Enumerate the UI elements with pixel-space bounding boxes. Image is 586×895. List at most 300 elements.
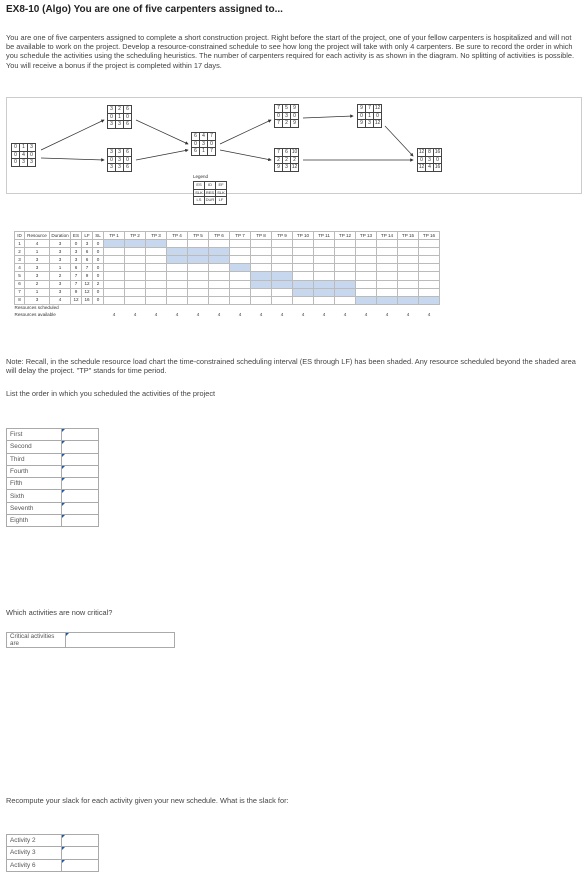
column-header: TP 5 <box>188 232 209 240</box>
node-cell: 12 <box>374 120 381 127</box>
resources-scheduled-cell[interactable] <box>314 304 335 312</box>
resources-scheduled-cell[interactable] <box>419 304 440 312</box>
shaded-period-cell[interactable] <box>146 240 167 248</box>
schedule-cell: 1 <box>15 240 25 248</box>
order-answer-input[interactable] <box>62 465 99 477</box>
node-cell: 2 <box>291 156 299 164</box>
activity-node-5 <box>274 104 299 128</box>
period-cell[interactable] <box>377 280 398 288</box>
column-header: TP 10 <box>293 232 314 240</box>
node-cell: 12 <box>291 164 298 171</box>
activity-node-8 <box>417 148 442 172</box>
schedule-row <box>15 280 440 288</box>
period-cell[interactable] <box>146 264 167 272</box>
node-cell: 0 <box>124 156 132 164</box>
period-cell[interactable] <box>104 288 125 296</box>
resources-available-cell: 4 <box>301 312 305 318</box>
period-cell[interactable] <box>335 272 356 280</box>
resources-available-cell: 4 <box>427 312 431 318</box>
period-cell[interactable] <box>125 272 146 280</box>
shaded-period-cell[interactable] <box>272 272 293 280</box>
column-header: TP 9 <box>272 232 293 240</box>
period-cell[interactable] <box>419 264 440 272</box>
order-label: First <box>7 429 62 441</box>
period-cell[interactable] <box>146 256 167 264</box>
schedule-cell: 12 <box>71 296 82 304</box>
order-answer-input[interactable] <box>62 441 99 453</box>
node-cell: 8 <box>426 149 434 157</box>
input-marker-icon <box>62 847 65 850</box>
period-cell[interactable] <box>419 272 440 280</box>
node-cell: 3 <box>283 164 291 172</box>
node-cell: 4 <box>20 151 28 159</box>
period-cell[interactable] <box>230 272 251 280</box>
schedule-row <box>15 296 440 304</box>
resource-schedule-table <box>14 231 440 319</box>
node-cell: 6 <box>124 149 132 157</box>
period-cell[interactable] <box>167 288 188 296</box>
order-answer-row <box>7 490 99 502</box>
resources-available-cell: 4 <box>133 312 137 318</box>
schedule-cell: 0 <box>93 248 104 256</box>
schedule-cell: 3 <box>71 256 82 264</box>
period-cell[interactable] <box>230 256 251 264</box>
period-cell[interactable] <box>356 248 377 256</box>
resources-scheduled-cell[interactable] <box>272 304 293 312</box>
node-cell: 6 <box>124 121 132 129</box>
schedule-cell: 3 <box>25 256 50 264</box>
activity-node-1 <box>11 143 36 167</box>
period-cell[interactable] <box>272 240 293 248</box>
period-cell[interactable] <box>398 240 419 248</box>
input-marker-icon <box>62 490 65 493</box>
period-cell[interactable] <box>293 296 314 304</box>
schedule-cell: 2 <box>15 248 25 256</box>
node-cell: 16 <box>434 149 441 156</box>
period-cell[interactable] <box>419 280 440 288</box>
resources-scheduled-cell[interactable] <box>356 304 377 312</box>
order-label: Fourth <box>7 465 62 477</box>
node-cell: 2 <box>283 156 291 164</box>
node-cell: 7 <box>275 105 283 113</box>
node-cell: 7 <box>208 133 216 141</box>
resources-scheduled-cell[interactable] <box>125 304 146 312</box>
period-cell[interactable] <box>188 288 209 296</box>
order-answer-row <box>7 478 99 490</box>
node-cell: 12 <box>418 149 425 156</box>
node-cell: 0 <box>275 112 283 120</box>
period-cell[interactable] <box>314 272 335 280</box>
node-cell: 3 <box>116 121 124 129</box>
period-cell[interactable] <box>209 280 230 288</box>
period-cell[interactable] <box>167 272 188 280</box>
period-cell[interactable] <box>293 248 314 256</box>
schedule-cell: 1 <box>25 288 50 296</box>
schedule-cell: 9 <box>71 288 82 296</box>
period-cell[interactable] <box>272 248 293 256</box>
order-answer-input[interactable] <box>62 478 99 490</box>
period-cell[interactable] <box>209 296 230 304</box>
column-header: TP 15 <box>398 232 419 240</box>
legend-title: Legend <box>193 174 209 179</box>
schedule-cell: 0 <box>93 264 104 272</box>
shaded-period-cell[interactable] <box>314 280 335 288</box>
shaded-period-cell[interactable] <box>314 288 335 296</box>
shaded-period-cell[interactable] <box>251 280 272 288</box>
period-cell[interactable] <box>251 296 272 304</box>
node-cell: 6 <box>124 164 132 172</box>
period-cell[interactable] <box>335 240 356 248</box>
node-cell: 3 <box>116 149 124 157</box>
resources-available-cell: 4 <box>217 312 221 318</box>
period-cell[interactable] <box>104 264 125 272</box>
period-cell[interactable] <box>335 264 356 272</box>
legend-cell: SLK <box>195 189 203 195</box>
period-cell[interactable] <box>335 296 356 304</box>
network-diagram <box>6 97 582 203</box>
period-cell[interactable] <box>230 240 251 248</box>
resources-available-cell: 4 <box>343 312 347 318</box>
input-marker-icon <box>62 429 65 432</box>
shaded-period-cell[interactable] <box>335 288 356 296</box>
period-cell[interactable] <box>398 280 419 288</box>
period-cell[interactable] <box>398 256 419 264</box>
input-marker-icon <box>66 633 69 636</box>
schedule-cell: 4 <box>15 264 25 272</box>
legend-cell: DUR <box>205 197 215 203</box>
schedule-header-row <box>15 232 440 240</box>
period-cell[interactable] <box>209 272 230 280</box>
period-cell[interactable] <box>314 256 335 264</box>
period-cell[interactable] <box>293 256 314 264</box>
schedule-cell: 2 <box>93 280 104 288</box>
node-cell: 0 <box>108 156 116 164</box>
resources-scheduled-cell[interactable] <box>209 304 230 312</box>
period-cell[interactable] <box>146 248 167 256</box>
input-marker-icon <box>62 503 65 506</box>
node-cell: 3 <box>108 121 116 129</box>
order-label: Fifth <box>7 478 62 490</box>
schedule-cell: 2 <box>50 272 71 280</box>
schedule-cell: 7 <box>71 280 82 288</box>
node-cell: 3 <box>108 164 116 172</box>
period-cell[interactable] <box>251 240 272 248</box>
node-cell: 3 <box>108 106 116 114</box>
period-cell[interactable] <box>125 248 146 256</box>
period-cell[interactable] <box>104 272 125 280</box>
input-marker-icon <box>62 478 65 481</box>
shaded-period-cell[interactable] <box>335 280 356 288</box>
period-cell[interactable] <box>377 256 398 264</box>
period-cell[interactable] <box>314 240 335 248</box>
period-cell[interactable] <box>125 256 146 264</box>
schedule-cell: 12 <box>82 280 93 288</box>
period-cell[interactable] <box>146 288 167 296</box>
node-cell: 1 <box>200 148 208 156</box>
shaded-period-cell[interactable] <box>293 288 314 296</box>
activity-node-7 <box>357 104 382 128</box>
node-cell: 3 <box>20 159 28 167</box>
period-cell[interactable] <box>230 296 251 304</box>
schedule-cell: 1 <box>50 264 71 272</box>
period-cell[interactable] <box>188 240 209 248</box>
column-header: TP 1 <box>104 232 125 240</box>
period-cell[interactable] <box>356 288 377 296</box>
shaded-period-cell[interactable] <box>272 280 293 288</box>
schedule-cell: 0 <box>93 296 104 304</box>
slack-label: Activity 2 <box>7 835 62 847</box>
period-cell[interactable] <box>230 280 251 288</box>
node-cell: 9 <box>275 164 283 172</box>
column-header: Duration <box>50 232 71 240</box>
schedule-cell: 6 <box>82 248 93 256</box>
input-marker-icon <box>62 835 65 838</box>
activity-node-6 <box>274 148 299 172</box>
order-label: Seventh <box>7 502 62 514</box>
schedule-row <box>15 288 440 296</box>
resources-scheduled-cell[interactable] <box>251 304 272 312</box>
shaded-period-cell[interactable] <box>125 240 146 248</box>
shaded-period-cell[interactable] <box>293 280 314 288</box>
period-cell[interactable] <box>104 256 125 264</box>
period-cell[interactable] <box>230 248 251 256</box>
period-cell[interactable] <box>356 240 377 248</box>
period-cell[interactable] <box>272 256 293 264</box>
shaded-period-cell[interactable] <box>167 248 188 256</box>
period-cell[interactable] <box>104 248 125 256</box>
node-cell: 0 <box>208 140 216 148</box>
order-answer-row <box>7 429 99 441</box>
resources-scheduled-cell[interactable] <box>104 304 125 312</box>
period-cell[interactable] <box>314 264 335 272</box>
schedule-row <box>15 272 440 280</box>
shaded-period-cell[interactable] <box>377 296 398 304</box>
schedule-cell: 3 <box>50 248 71 256</box>
period-cell[interactable] <box>377 288 398 296</box>
period-cell[interactable] <box>188 264 209 272</box>
period-cell[interactable] <box>230 288 251 296</box>
slack-label: Activity 3 <box>7 847 62 859</box>
shaded-period-cell[interactable] <box>209 248 230 256</box>
input-marker-icon <box>62 466 65 469</box>
order-label: Third <box>7 453 62 465</box>
resources-scheduled-cell[interactable] <box>230 304 251 312</box>
period-cell[interactable] <box>167 280 188 288</box>
order-answer-table <box>6 428 99 527</box>
column-header: TP 11 <box>314 232 335 240</box>
period-cell[interactable] <box>209 240 230 248</box>
critical-activities-input[interactable] <box>66 633 175 648</box>
input-marker-icon <box>62 441 65 444</box>
period-cell[interactable] <box>377 248 398 256</box>
period-cell[interactable] <box>419 288 440 296</box>
node-cell: 3 <box>426 156 434 164</box>
resources-scheduled-cell[interactable] <box>167 304 188 312</box>
slack-answer-table <box>6 834 99 872</box>
period-cell[interactable] <box>377 272 398 280</box>
node-cell: 3 <box>366 120 374 128</box>
order-answer-input[interactable] <box>62 490 99 502</box>
period-cell[interactable] <box>188 272 209 280</box>
shaded-period-cell[interactable] <box>209 256 230 264</box>
shaded-period-cell[interactable] <box>230 264 251 272</box>
period-cell[interactable] <box>167 296 188 304</box>
period-cell[interactable] <box>146 280 167 288</box>
slack-answer-row <box>7 847 99 859</box>
slack-question: Recompute your slack for each activity given your new schedule. What is the slack for: <box>6 796 289 805</box>
period-cell[interactable] <box>314 296 335 304</box>
period-cell[interactable] <box>356 272 377 280</box>
node-cell: 0 <box>124 113 132 121</box>
resources-scheduled-cell[interactable] <box>398 304 419 312</box>
resources-available-cell: 4 <box>238 312 242 318</box>
period-cell[interactable] <box>398 288 419 296</box>
schedule-cell: 7 <box>15 288 25 296</box>
resources-available-label: Resources available <box>14 312 56 318</box>
resources-available-cell: 4 <box>406 312 410 318</box>
period-cell[interactable] <box>293 240 314 248</box>
schedule-cell: 1 <box>25 248 50 256</box>
node-cell: 0 <box>12 144 20 152</box>
period-cell[interactable] <box>146 272 167 280</box>
period-cell[interactable] <box>419 240 440 248</box>
period-cell[interactable] <box>209 288 230 296</box>
node-cell: 6 <box>192 133 200 141</box>
period-cell[interactable] <box>209 264 230 272</box>
note-text: Note: Recall, in the schedule resource load chart the time-constrained scheduling interval (ES through LF) has been shaded. Any resource scheduled beyond the shaded area will delay the project. "TP" stands for time period. <box>6 357 576 376</box>
slack-answer-input[interactable] <box>62 859 99 871</box>
resources-scheduled-cell[interactable] <box>146 304 167 312</box>
node-cell: 0 <box>192 140 200 148</box>
shaded-period-cell[interactable] <box>419 296 440 304</box>
column-header: TP 4 <box>167 232 188 240</box>
order-answer-input[interactable] <box>62 453 99 465</box>
slack-answer-row <box>7 859 99 871</box>
period-cell[interactable] <box>314 248 335 256</box>
period-cell[interactable] <box>335 256 356 264</box>
period-cell[interactable] <box>398 264 419 272</box>
schedule-cell: 5 <box>15 272 25 280</box>
node-cell: 2 <box>116 106 124 114</box>
shaded-period-cell[interactable] <box>251 272 272 280</box>
schedule-cell: 7 <box>71 272 82 280</box>
schedule-cell: 6 <box>15 280 25 288</box>
period-cell[interactable] <box>356 264 377 272</box>
node-cell: 9 <box>291 120 299 128</box>
period-cell[interactable] <box>125 264 146 272</box>
shaded-period-cell[interactable] <box>398 296 419 304</box>
schedule-cell: 0 <box>93 256 104 264</box>
period-cell[interactable] <box>356 256 377 264</box>
resources-scheduled-label: Resources scheduled <box>14 305 59 311</box>
period-cell[interactable] <box>398 248 419 256</box>
period-cell[interactable] <box>251 248 272 256</box>
resources-available-cell: 4 <box>364 312 368 318</box>
period-cell[interactable] <box>188 296 209 304</box>
resources-available-cell: 4 <box>322 312 326 318</box>
shaded-period-cell[interactable] <box>167 256 188 264</box>
node-cell: 0 <box>12 151 20 159</box>
resources-scheduled-cell[interactable] <box>188 304 209 312</box>
node-cell: 3 <box>28 144 36 152</box>
node-cell: 6 <box>192 148 200 156</box>
period-cell[interactable] <box>377 264 398 272</box>
period-cell[interactable] <box>167 240 188 248</box>
period-cell[interactable] <box>293 272 314 280</box>
period-cell[interactable] <box>419 248 440 256</box>
order-label: Sixth <box>7 490 62 502</box>
legend-cell: RES <box>205 189 215 195</box>
shaded-period-cell[interactable] <box>356 296 377 304</box>
shaded-period-cell[interactable] <box>188 256 209 264</box>
diagram-legend <box>193 181 227 205</box>
order-label: Eighth <box>7 515 62 527</box>
resources-scheduled-cell[interactable] <box>335 304 356 312</box>
order-answer-input[interactable] <box>62 515 99 527</box>
period-cell[interactable] <box>125 280 146 288</box>
period-cell[interactable] <box>167 264 188 272</box>
node-cell: 0 <box>291 112 299 120</box>
schedule-row <box>15 240 440 248</box>
slack-answer-input[interactable] <box>62 835 99 847</box>
schedule-cell: 3 <box>50 240 71 248</box>
order-answer-input[interactable] <box>62 502 99 514</box>
node-cell: 3 <box>283 112 291 120</box>
period-cell[interactable] <box>356 280 377 288</box>
period-cell[interactable] <box>104 296 125 304</box>
period-cell[interactable] <box>272 264 293 272</box>
shaded-period-cell[interactable] <box>104 240 125 248</box>
period-cell[interactable] <box>272 296 293 304</box>
node-cell: 10 <box>291 149 298 156</box>
resources-scheduled-cell[interactable] <box>377 304 398 312</box>
node-cell: 6 <box>124 106 132 114</box>
period-cell[interactable] <box>125 288 146 296</box>
node-cell: 0 <box>108 113 116 121</box>
resources-scheduled-cell[interactable] <box>293 304 314 312</box>
shaded-period-cell[interactable] <box>188 248 209 256</box>
column-header: LF <box>82 232 93 240</box>
period-cell[interactable] <box>251 256 272 264</box>
period-cell[interactable] <box>419 256 440 264</box>
column-header: TP 2 <box>125 232 146 240</box>
order-label: Second <box>7 441 62 453</box>
column-header: TP 7 <box>230 232 251 240</box>
period-cell[interactable] <box>398 272 419 280</box>
legend-cell: LF <box>216 197 227 205</box>
legend-cell: ID <box>205 182 216 190</box>
column-header: Resource <box>25 232 50 240</box>
period-cell[interactable] <box>146 296 167 304</box>
order-answer-input[interactable] <box>62 429 99 441</box>
period-cell[interactable] <box>272 288 293 296</box>
period-cell[interactable] <box>188 280 209 288</box>
slack-label: Activity 6 <box>7 859 62 871</box>
legend-cell: SLK <box>217 189 225 195</box>
period-cell[interactable] <box>377 240 398 248</box>
period-cell[interactable] <box>335 248 356 256</box>
order-answer-row <box>7 502 99 514</box>
slack-answer-input[interactable] <box>62 847 99 859</box>
period-cell[interactable] <box>251 288 272 296</box>
node-cell: 0 <box>418 156 426 164</box>
node-cell: 16 <box>434 164 441 171</box>
period-cell[interactable] <box>251 264 272 272</box>
period-cell[interactable] <box>104 280 125 288</box>
period-cell[interactable] <box>293 264 314 272</box>
node-cell: 5 <box>283 105 291 113</box>
period-cell[interactable] <box>125 296 146 304</box>
